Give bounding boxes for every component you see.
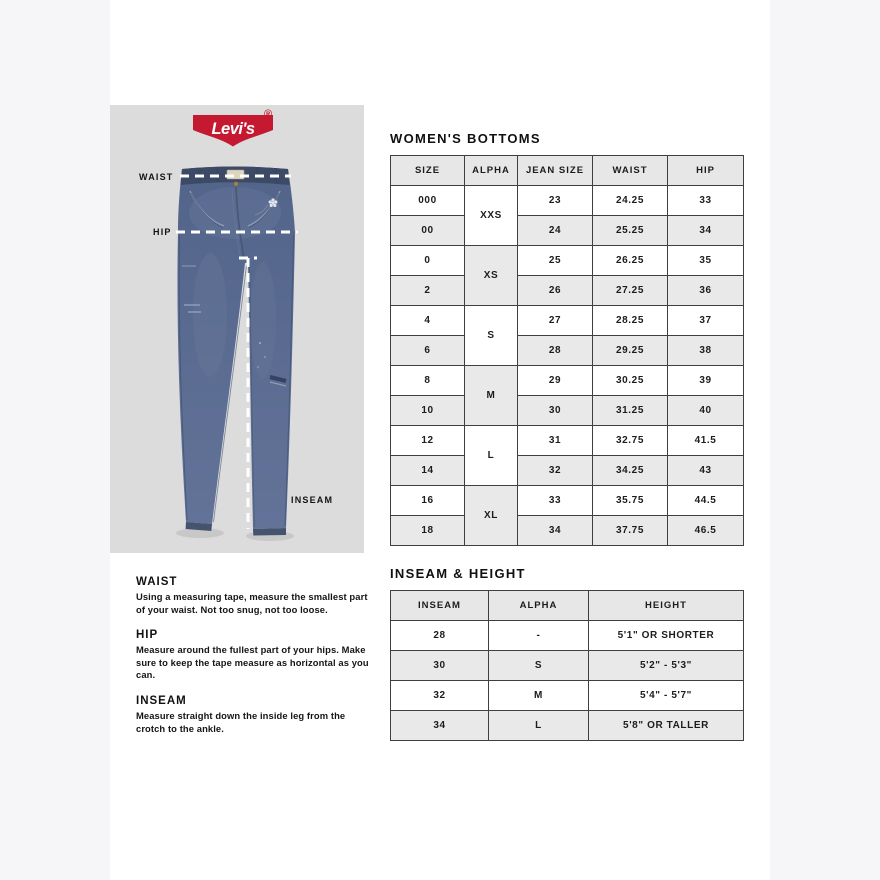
jeans-button: [234, 182, 239, 187]
size-cell: 10: [391, 396, 465, 426]
inseam-cell: 28: [391, 621, 489, 651]
jean-size-cell: 30: [518, 396, 593, 426]
guide-heading: WAIST: [136, 576, 178, 588]
jean-size-cell: 34: [518, 516, 593, 546]
height-cell: 5'2" - 5'3": [589, 651, 744, 681]
inseam-cell: 32: [391, 681, 489, 711]
height-cell: 5'8" OR TALLER: [589, 711, 744, 741]
guide-heading: INSEAM: [136, 694, 187, 707]
alpha-cell: XS: [465, 246, 518, 306]
size-cell: 0: [391, 246, 465, 276]
waist-cell: 30.25: [593, 366, 668, 396]
table-row: [391, 486, 744, 516]
womens-bottoms-title: WOMEN'S BOTTOMS: [390, 131, 541, 146]
jean-size-cell: 31: [518, 426, 593, 456]
table-row: [391, 516, 744, 546]
jean-size-cell: 23: [518, 186, 593, 216]
hip-cell: 37: [668, 306, 744, 336]
levis-logo-text: Levi's: [211, 120, 255, 138]
inseam-height-body: [391, 621, 744, 741]
jean-size-cell: 28: [518, 336, 593, 366]
size-cell: 14: [391, 456, 465, 486]
waist-cell: 34.25: [593, 456, 668, 486]
inseam-figure-label: INSEAM: [291, 495, 334, 505]
size-cell: 8: [391, 366, 465, 396]
jean-size-cell: 27: [518, 306, 593, 336]
waist-cell: 35.75: [593, 486, 668, 516]
hip-cell: 43: [668, 456, 744, 486]
table-row: [391, 396, 744, 426]
jean-size-cell: 33: [518, 486, 593, 516]
alpha-cell: L: [489, 711, 589, 741]
height-cell: 5'4" - 5'7": [589, 681, 744, 711]
guide-text: Measure straight down the inside leg from the crotch to the ankle.: [136, 709, 346, 734]
guide-group: [136, 576, 372, 616]
waist-cell: 32.75: [593, 426, 668, 456]
waist-cell: 29.25: [593, 336, 668, 366]
alpha-cell: L: [465, 426, 518, 486]
alpha-cell: XXS: [465, 186, 518, 246]
womens-bottoms-header-row: [391, 156, 744, 186]
jean-size-cell: 25: [518, 246, 593, 276]
alpha-cell: M: [489, 681, 589, 711]
table-row: [391, 456, 744, 486]
hip-cell: 33: [668, 186, 744, 216]
size-cell: 6: [391, 336, 465, 366]
measuring-guide: [136, 576, 372, 748]
waist-cell: 25.25: [593, 216, 668, 246]
levis-logo: [193, 109, 273, 147]
alpha-cell: S: [465, 306, 518, 366]
inseam-cell: 34: [391, 711, 489, 741]
hip-cell: 35: [668, 246, 744, 276]
hip-cell: 36: [668, 276, 744, 306]
column-header: ALPHA: [489, 591, 589, 621]
hip-cell: 39: [668, 366, 744, 396]
inseam-cell: 30: [391, 651, 489, 681]
table-row: [391, 246, 744, 276]
size-cell: 000: [391, 186, 465, 216]
waist-cell: 37.75: [593, 516, 668, 546]
table-row: [391, 711, 744, 741]
jean-size-cell: 26: [518, 276, 593, 306]
size-cell: 00: [391, 216, 465, 246]
hip-cell: 40: [668, 396, 744, 426]
table-row: [391, 216, 744, 246]
alpha-cell: -: [489, 621, 589, 651]
jean-size-cell: 24: [518, 216, 593, 246]
hip-cell: 41.5: [668, 426, 744, 456]
jeans-body: [177, 167, 295, 536]
registered-trademark-icon: ®: [263, 108, 273, 121]
size-guide-page: [110, 0, 770, 880]
column-header: HEIGHT: [589, 591, 744, 621]
alpha-cell: XL: [465, 486, 518, 546]
guide-text: Using a measuring tape, measure the smallest part of your waist. Not too snug, not too loose.: [136, 591, 368, 615]
table-row: [391, 186, 744, 216]
hip-cell: 46.5: [668, 516, 744, 546]
guide-heading: HIP: [136, 629, 159, 642]
guide-group: [136, 695, 372, 735]
table-row: [391, 426, 744, 456]
alpha-cell: M: [465, 366, 518, 426]
size-cell: 2: [391, 276, 465, 306]
table-row: [391, 621, 744, 651]
column-header: SIZE: [391, 156, 465, 186]
table-row: [391, 306, 744, 336]
waist-cell: 28.25: [593, 306, 668, 336]
waist-cell: 31.25: [593, 396, 668, 426]
size-tables-section: [390, 131, 744, 741]
jean-size-cell: 29: [518, 366, 593, 396]
hip-figure-label: HIP: [153, 227, 172, 237]
column-header: JEAN SIZE: [518, 156, 593, 186]
column-header: WAIST: [593, 156, 668, 186]
waist-cell: 24.25: [593, 186, 668, 216]
inseam-height-title: INSEAM & HEIGHT: [390, 566, 526, 581]
hip-cell: 34: [668, 216, 744, 246]
hip-cell: 38: [668, 336, 744, 366]
inseam-height-table: [390, 590, 744, 741]
jeans-measurement-figure: [110, 105, 364, 553]
jean-size-cell: 32: [518, 456, 593, 486]
height-cell: 5'1" OR SHORTER: [589, 621, 744, 651]
table-row: [391, 681, 744, 711]
guide-group: [136, 629, 372, 682]
column-header: HIP: [668, 156, 744, 186]
table-row: [391, 336, 744, 366]
womens-bottoms-table: [390, 155, 744, 546]
column-header: INSEAM: [391, 591, 489, 621]
column-header: ALPHA: [465, 156, 518, 186]
size-cell: 18: [391, 516, 465, 546]
size-cell: 16: [391, 486, 465, 516]
waist-cell: 27.25: [593, 276, 668, 306]
alpha-cell: S: [489, 651, 589, 681]
waist-cell: 26.25: [593, 246, 668, 276]
guide-text: Measure around the fullest part of your hips. Make sure to keep the tape measure as horizontal as you can.: [136, 644, 369, 681]
table-row: [391, 651, 744, 681]
womens-bottoms-body: [391, 186, 744, 546]
waist-figure-label: WAIST: [139, 172, 174, 182]
size-cell: 12: [391, 426, 465, 456]
size-cell: 4: [391, 306, 465, 336]
table-row: [391, 366, 744, 396]
inseam-height-header-row: [391, 591, 744, 621]
hip-cell: 44.5: [668, 486, 744, 516]
table-row: [391, 276, 744, 306]
